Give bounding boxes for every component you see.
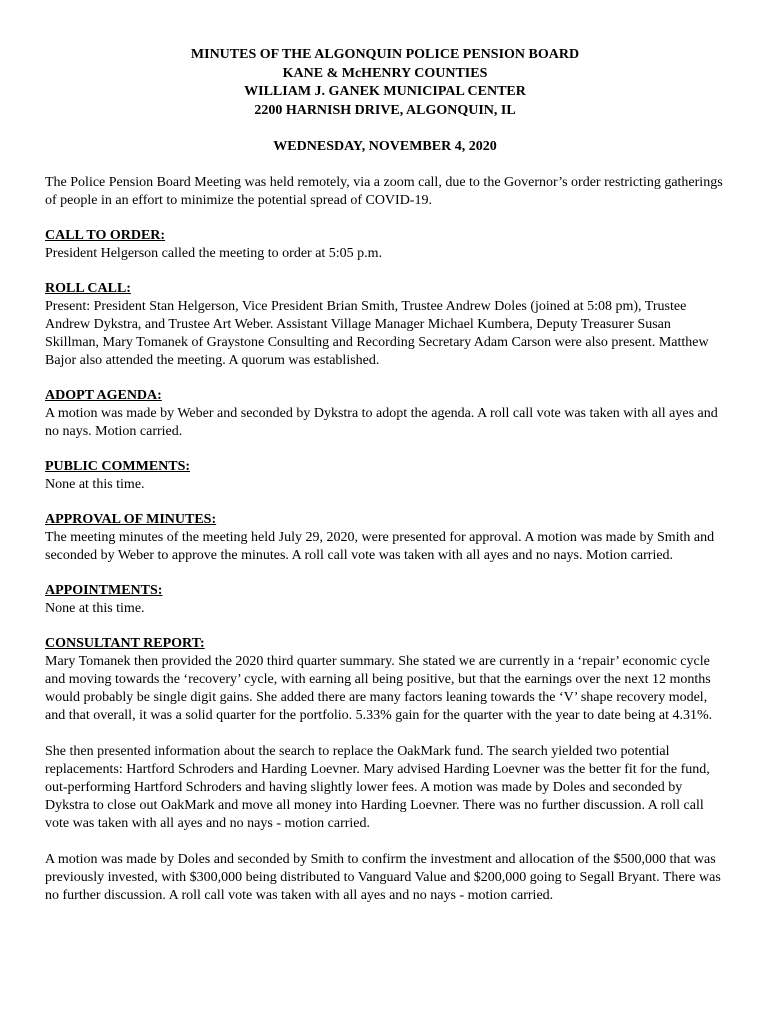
header-counties: KANE & McHENRY COUNTIES bbox=[282, 65, 488, 81]
document-page bbox=[45, 46, 725, 905]
section-public-comments bbox=[45, 458, 725, 494]
section-heading: ADOPT AGENDA: bbox=[45, 388, 162, 403]
section-adopt-agenda bbox=[45, 387, 725, 441]
consultant-paragraph-2: She then presented information about the search to replace the OakMark fund. The search yielded two potential replacements: Hartford Schroders and Harding Loevner. Mary advised Harding Loevner was the better fit for the fund, out-performing Hartford Schroders and having slightly lower fees. A motion was made by Doles and seconded by Dykstra to close out OakMark and move all money into Harding Loevner. There was no further discussion. A roll call vote was taken with all ayes and no nays - motion carried. bbox=[45, 744, 710, 831]
consultant-paragraph-3: A motion was made by Doles and seconded by Smith to confirm the investment and allocation of the $500,000 that was previously invested, with $300,000 being distributed to Vanguard Value and $200,000 going to Segall Bryant. There was no further discussion. A roll call vote was taken with all ayes and no nays - motion carried. bbox=[45, 852, 721, 903]
section-text: A motion was made by Weber and seconded by Dykstra to adopt the agenda. A roll call vote was taken with all ayes and no nays. Motion carried. bbox=[45, 406, 718, 439]
section-consultant-report bbox=[45, 635, 725, 905]
header-title: MINUTES OF THE ALGONQUIN POLICE PENSION BOARD bbox=[190, 47, 580, 62]
section-call-to-order bbox=[45, 227, 725, 263]
intro-paragraph: The Police Pension Board Meeting was held remotely, via a zoom call, due to the Governor’s order restricting gatherings of people in an effort to minimize the potential spread of COVID-19. bbox=[45, 175, 723, 208]
section-heading: PUBLIC COMMENTS: bbox=[45, 459, 191, 474]
meeting-date: WEDNESDAY, NOVEMBER 4, 2020 bbox=[273, 139, 497, 154]
section-heading: ROLL CALL: bbox=[45, 281, 131, 296]
consultant-paragraph-1: Mary Tomanek then provided the 2020 third quarter summary. She stated we are currently in a ‘repair’ economic cycle and moving towards the ‘recovery’ cycle, with earning all being positive, but that the earnings over the next 12 months would probably be single digit gains. She added there are many factors leaning towards the ‘V’ shape recovery model, and that overall, it was a solid quarter for the portfolio. 5.33% gain for the quarter with the year to date being at 4.31%. bbox=[45, 654, 713, 723]
section-appointments bbox=[45, 582, 725, 618]
section-roll-call bbox=[45, 280, 725, 370]
document-header bbox=[45, 46, 725, 120]
section-heading: APPROVAL OF MINUTES: bbox=[45, 512, 217, 527]
section-text: The meeting minutes of the meeting held July 29, 2020, were presented for approval. A motion was made by Smith and seconded by Weber to approve the minutes. A roll call vote was taken with all ayes and no nays. Motion carried. bbox=[45, 530, 715, 563]
section-approval-of-minutes bbox=[45, 511, 725, 565]
section-text: None at this time. bbox=[45, 477, 145, 492]
section-text: President Helgerson called the meeting to order at 5:05 p.m. bbox=[45, 246, 383, 261]
section-heading: CALL TO ORDER: bbox=[45, 228, 166, 243]
header-address: 2200 HARNISH DRIVE, ALGONQUIN, IL bbox=[254, 102, 516, 118]
section-text: Present: President Stan Helgerson, Vice President Brian Smith, Trustee Andrew Doles (joined at 5:08 pm), Trustee Andrew Dykstra, and Trustee Art Weber. Assistant Village Manager Michael Kumbera, Deputy Treasurer Susan Skillman, Mary Tomanek of Graystone Consulting and Recording Secretary Adam Carson were also present. Matthew Bajor also attended the meeting. A quorum was established. bbox=[45, 299, 709, 368]
section-heading: CONSULTANT REPORT: bbox=[45, 636, 205, 651]
header-building: WILLIAM J. GANEK MUNICIPAL CENTER bbox=[244, 84, 526, 99]
section-heading: APPOINTMENTS: bbox=[45, 583, 163, 598]
section-text: None at this time. bbox=[45, 601, 145, 616]
